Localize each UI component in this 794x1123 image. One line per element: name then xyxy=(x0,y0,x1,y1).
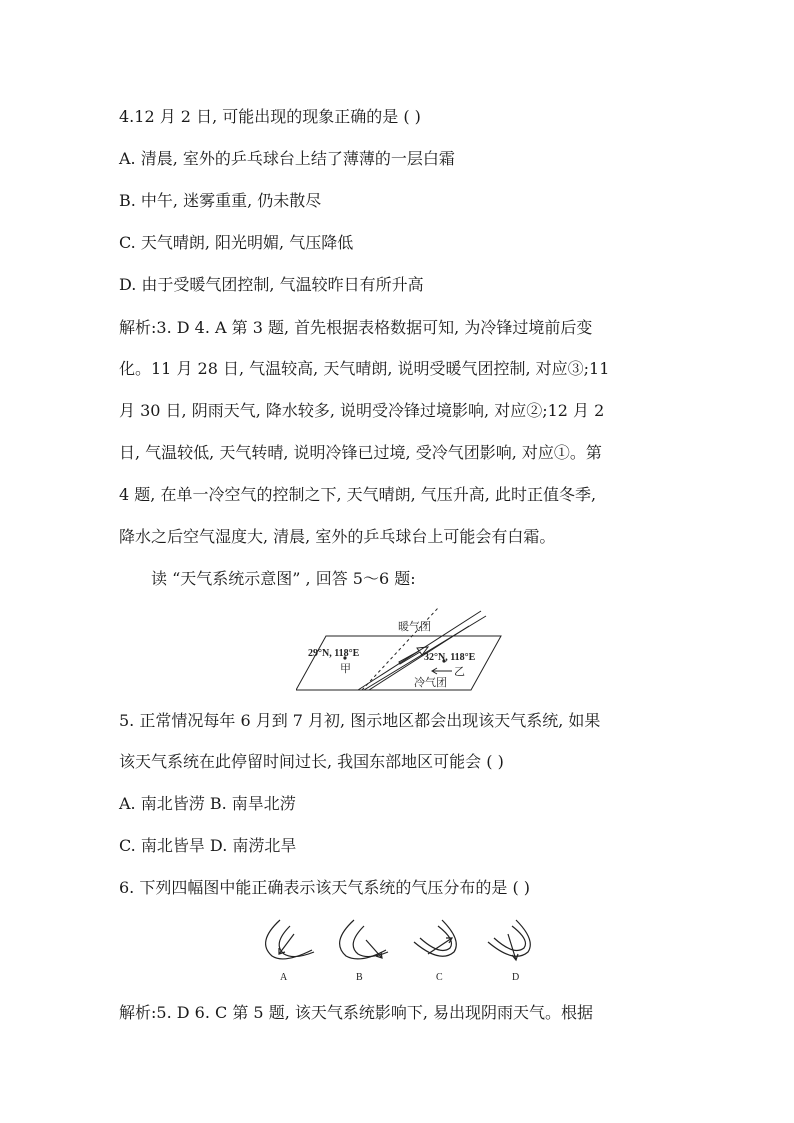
q4-option-c: C. 天气晴朗, 阳光明媚, 气压降低 xyxy=(119,233,354,252)
q4-option-b: B. 中午, 迷雾重重, 仍未散尽 xyxy=(119,191,322,210)
point-a-coord: 29°N, 118°E xyxy=(308,648,360,659)
point-b-name: 乙 xyxy=(454,666,465,678)
analysis1-line-2: 化。11 月 28 日, 气温较高, 天气晴朗, 说明受暖气团控制, 对应③;11 xyxy=(119,359,610,378)
warm-air-label: 暖气团 xyxy=(398,621,431,633)
q5-options-row-1: A. 南北皆涝 B. 南旱北涝 xyxy=(119,794,296,813)
q4-stem: 4.12 月 2 日, 可能出现的现象正确的是 ( ) xyxy=(119,107,421,126)
option-d-isobars xyxy=(488,920,530,960)
q5-stem-line-2: 该天气系统在此停留时间过长, 我国东部地区可能会 ( ) xyxy=(119,752,504,771)
ground-plane xyxy=(296,636,501,690)
read-prompt: 读 “天气系统示意图” , 回答 5～6 题: xyxy=(151,569,416,588)
analysis1-line-1: 解析:3. D 4. A 第 3 题, 首先根据表格数据可知, 为冷锋过境前后变 xyxy=(119,318,593,337)
analysis1-line-4: 日, 气温较低, 天气转晴, 说明冷锋已过境, 受冷气团影响, 对应①。第 xyxy=(119,443,602,462)
q5-options-row-2: C. 南北皆旱 D. 南涝北旱 xyxy=(119,836,297,855)
option-d-label: D xyxy=(512,972,520,983)
option-a-isobars xyxy=(266,920,314,959)
point-a-name: 甲 xyxy=(340,663,351,675)
cold-air-label: 冷气团 xyxy=(414,677,447,689)
option-b-isobars xyxy=(340,920,388,959)
point-b-coord: 32°N, 118°E xyxy=(424,652,476,663)
analysis1-line-6: 降水之后空气湿度大, 清晨, 室外的乒乓球台上可能会有白霜。 xyxy=(119,527,556,546)
analysis1-line-3: 月 30 日, 阴雨天气, 降水较多, 说明受冷锋过境影响, 对应②;12 月 2 xyxy=(119,401,605,420)
option-b-label: B xyxy=(356,972,363,983)
pressure-options-figure xyxy=(250,912,550,986)
q6-stem: 6. 下列四幅图中能正确表示该天气系统的气压分布的是 ( ) xyxy=(119,878,531,897)
q5-stem-line-1: 5. 正常情况每年 6 月到 7 月初, 图示地区都会出现该天气系统, 如果 xyxy=(119,711,601,730)
option-c-isobars xyxy=(414,920,456,956)
weather-system-diagram xyxy=(296,606,504,696)
analysis1-line-5: 4 题, 在单一冷空气的控制之下, 天气晴朗, 气压升高, 此时正值冬季, xyxy=(119,485,597,504)
analysis2-line-1: 解析:5. D 6. C 第 5 题, 该天气系统影响下, 易出现阴雨天气。根据 xyxy=(119,1003,594,1022)
q4-option-d: D. 由于受暖气团控制, 气温较昨日有所升高 xyxy=(119,275,424,294)
q4-option-a: A. 清晨, 室外的乒乓球台上结了薄薄的一层白霜 xyxy=(119,149,455,168)
option-c-label: C xyxy=(436,972,443,983)
option-a-label: A xyxy=(280,972,288,983)
